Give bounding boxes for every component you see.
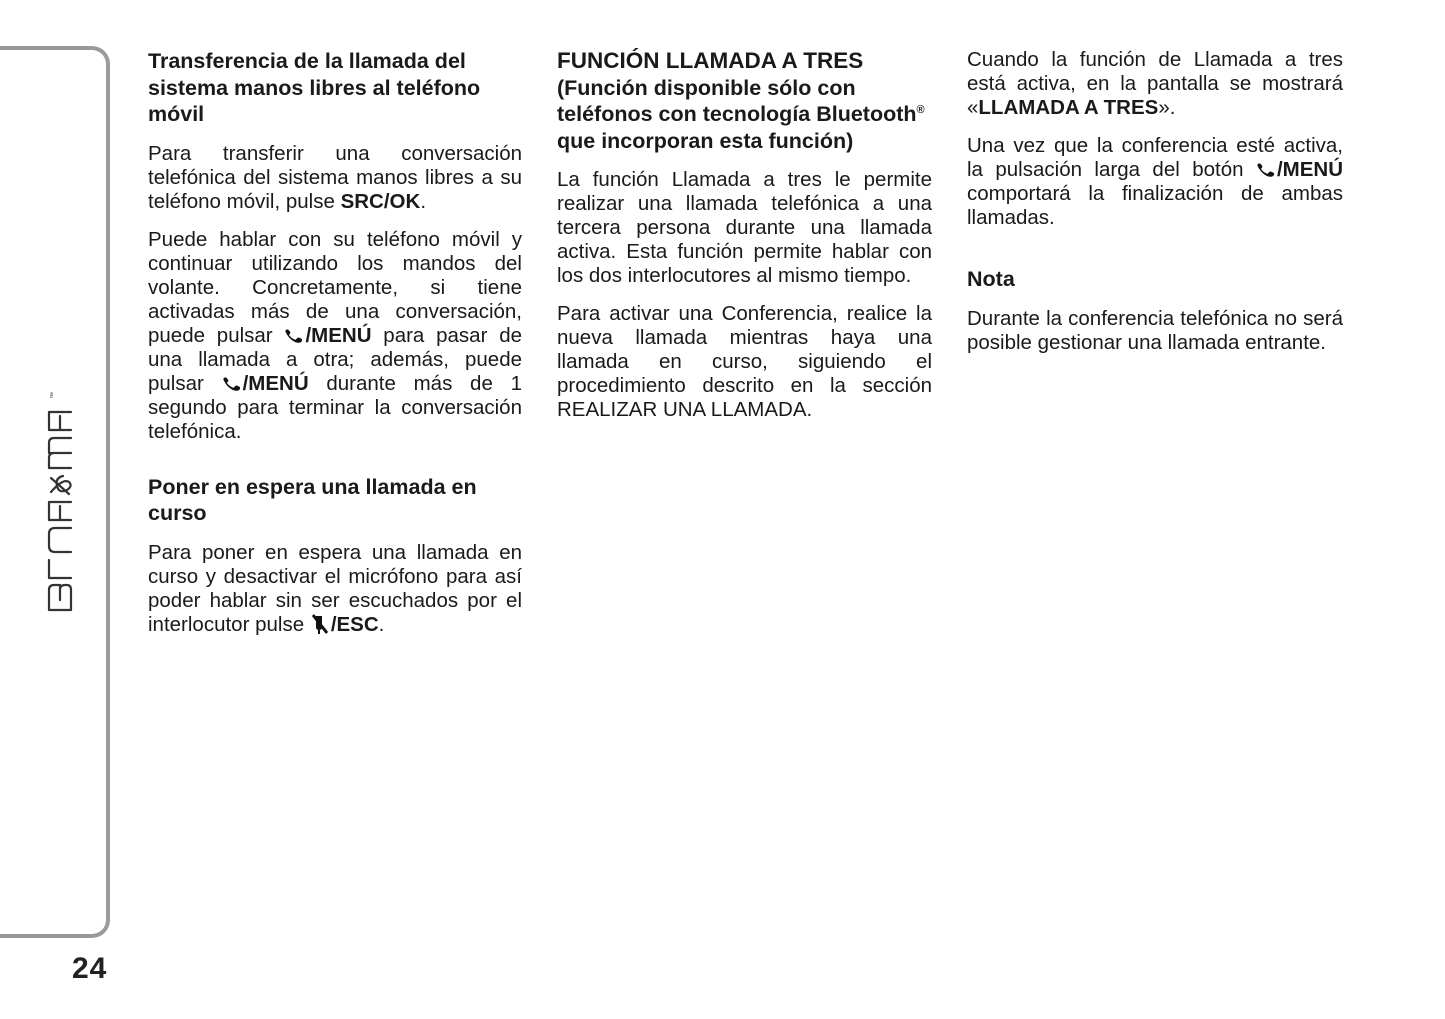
paragraph-end-conference: Una vez que la conferencia esté activa, la pulsación larga del botón /MENÚ comportará la finalización de ambas llamadas. [967,134,1343,229]
paragraph-three-way-intro: La función Llamada a tres le permite realizar una llamada telefónica a una tercera persona durante una llamada activa. Esta función permite hablar con los dos interlocutores al mismo tiempo. [557,168,932,287]
key-src-ok: SRC/OK [340,189,421,213]
key-menu-2: /MENÚ [242,371,309,395]
key-menu-1: /MENÚ [305,323,372,347]
paragraph-display-message: Cuando la función de Llamada a tres está activa, en la pantalla se mostrará «LLAMADA A TRES». [967,48,1343,119]
phone-handset-icon [222,374,242,394]
blue-and-me-logo [41,382,87,617]
subheading-availability: (Función disponible sólo con teléfonos con tecnología Bluetooth® que incorporan esta función) [557,75,925,153]
column-3 [967,48,1343,369]
mute-microphone-icon [310,613,330,635]
paragraph-multiple-calls: Puede hablar con su teléfono móvil y continuar utilizando los mandos del volante. Concretamente, si tiene activadas más de una conversación, puede pulsar /MENÚ para pasar de una llamada a otra; además, puede pulsar /MENÚ durante más de 1 segundo para terminar la conversación telefónica. [148,227,522,443]
key-menu-3: /MENÚ [1276,158,1343,181]
display-text-llamada-a-tres: LLAMADA A TRES [978,96,1159,119]
phone-handset-icon [1256,160,1276,180]
page-number: 24 [72,952,108,985]
heading-hold-call: Poner en espera una llamada en curso [148,474,477,525]
paragraph-hold: Para poner en espera una llamada en curso y desactivar el micrófono para así poder hablar sin ser escuchados por el interlocutor pulse /ESC. [148,540,522,636]
heading-transfer-call: Transferencia de la llamada del sistema manos libres al teléfono móvil [148,49,481,126]
heading-nota: Nota [967,267,1015,291]
paragraph-nota: Durante la conferencia telefónica no será posible gestionar una llamada entrante. [967,306,1343,354]
svg-text:™: ™ [50,392,57,399]
paragraph-activate-conference: Para activar una Conferencia, realice la nueva llamada mientras haya una llamada en curso, siguiendo el procedimiento descrito en la sección REALIZAR UNA LLAMADA. [557,302,932,421]
phone-handset-icon [284,326,304,346]
heading-three-way-call: FUNCIÓN LLAMADA A TRES [557,48,864,73]
column-2 [557,48,932,436]
column-1 [148,48,522,651]
paragraph-transfer: Para transferir una conversación telefónica del sistema manos libres a su teléfono móvil, pulse SRC/OK. [148,141,522,213]
key-esc: /ESC [330,612,379,636]
